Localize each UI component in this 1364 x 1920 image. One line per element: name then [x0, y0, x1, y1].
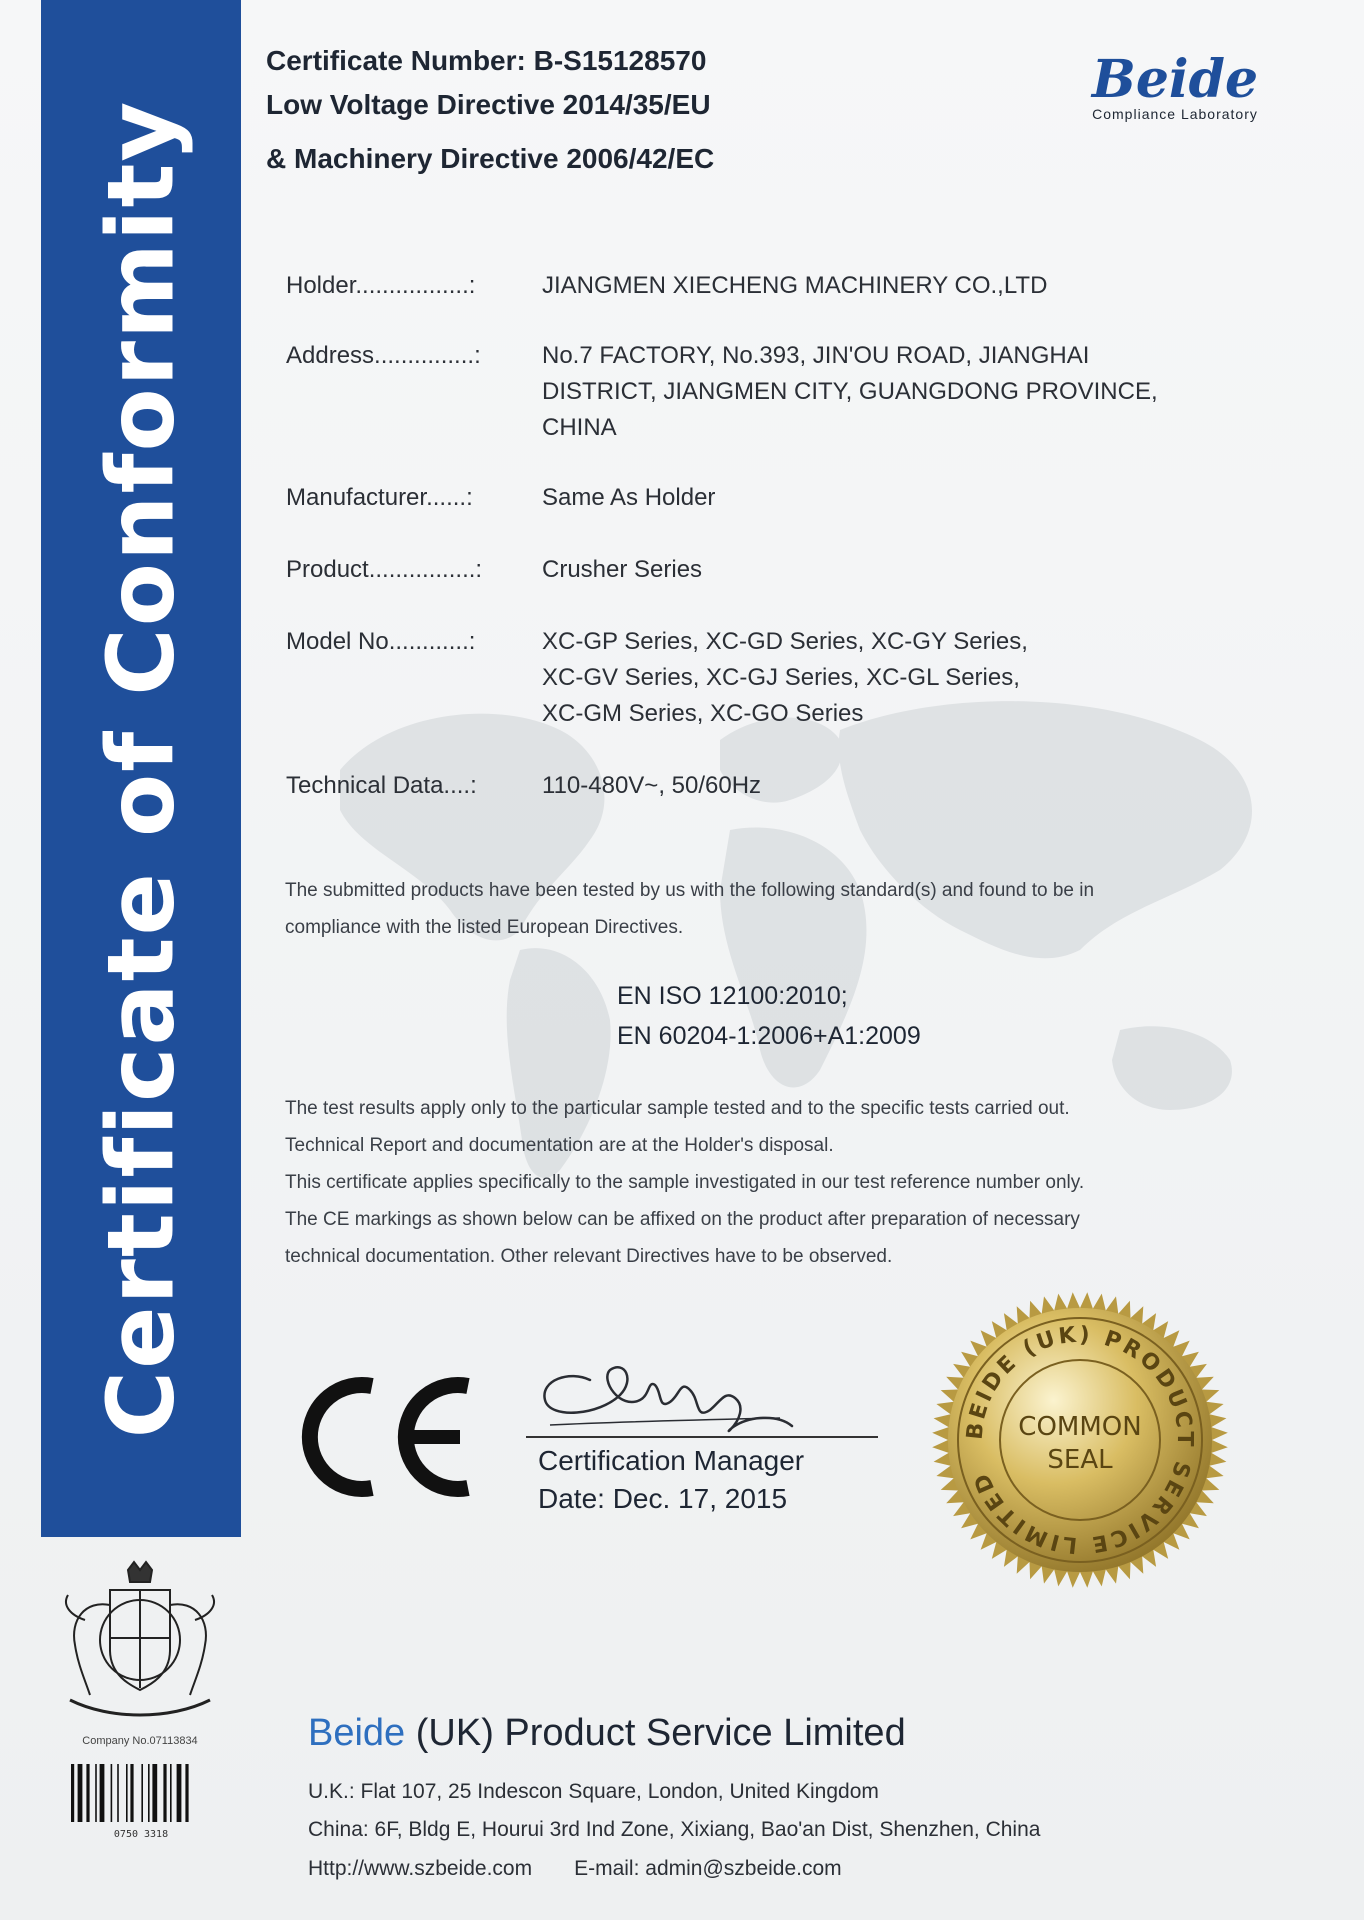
barcode-bar — [177, 1764, 182, 1822]
logo-name: Beide — [1091, 49, 1259, 110]
barcode-bar — [100, 1764, 105, 1822]
address-field — [286, 338, 1316, 446]
barcode-digits: 0750 3318 — [113, 1829, 169, 1840]
footer-uk-address: U.K.: Flat 107, 25 Indescon Square, London, United Kingdom — [308, 1780, 879, 1803]
technical-value: 110-480V~, 50/60Hz — [542, 772, 762, 799]
notes-paragraph — [285, 1090, 1303, 1275]
barcode-bar — [71, 1764, 74, 1822]
certificate-header — [266, 36, 714, 184]
barcode-bar — [185, 1764, 188, 1822]
manufacturer-value: Same As Holder — [542, 484, 716, 511]
model-line: XC-GP Series, XC-GD Series, XC-GY Series, — [542, 628, 1028, 655]
signature-block — [538, 1442, 804, 1518]
holder-value: JIANGMEN XIECHENG MACHINERY CO.,LTD — [542, 272, 1048, 299]
technical-label: Technical Data....: — [286, 772, 477, 799]
lv-directive: Low Voltage Directive 2014/35/EU — [266, 89, 711, 120]
note-line: The test results apply only to the particular sample tested and to the specific tests carried out. — [285, 1098, 1070, 1119]
barcode-bar — [78, 1764, 83, 1822]
standard-item: EN ISO 12100:2010; — [617, 982, 848, 1010]
product-label: Product................: — [286, 556, 483, 583]
intro-paragraph — [285, 872, 1303, 946]
note-line: technical documentation. Other relevant Directives have to be observed. — [285, 1246, 893, 1267]
coat-of-arms-icon — [50, 1560, 230, 1725]
certificate-number: Certificate Number: B-S15128570 — [266, 45, 707, 76]
footer-contacts — [308, 1857, 842, 1881]
barcode-bar — [95, 1764, 97, 1822]
common-seal-icon — [930, 1290, 1230, 1590]
barcode-bar — [163, 1764, 166, 1822]
signature-icon — [530, 1340, 800, 1440]
machinery-directive: & Machinery Directive 2006/42/EC — [266, 143, 715, 174]
signature-date: Date: Dec. 17, 2015 — [538, 1483, 788, 1514]
ce-mark-icon — [300, 1372, 480, 1502]
seal-ring-text: BEIDE (UK) PRODUCT SERVICE LIMITED — [962, 1322, 1198, 1558]
note-line: The CE markings as shown below can be affixed on the product after preparation of necessary — [285, 1209, 1080, 1230]
address-value — [542, 338, 1316, 446]
manufacturer-label: Manufacturer......: — [286, 484, 473, 511]
company-number: Company No.07113834 — [82, 1735, 198, 1747]
model-value — [542, 624, 1316, 732]
footer-company-rest: (UK) Product Service Limited — [405, 1712, 906, 1754]
footer-brand: Beide — [308, 1712, 406, 1754]
model-line: XC-GV Series, XC-GJ Series, XC-GL Series, — [542, 664, 1020, 691]
footer-website[interactable]: Http://www.szbeide.com — [308, 1857, 533, 1880]
seal-center-top: COMMON — [1018, 1412, 1142, 1442]
barcode-bar — [86, 1764, 89, 1822]
standards-list — [617, 976, 921, 1056]
holder-label: Holder.................: — [286, 272, 476, 299]
beide-logo — [1040, 50, 1310, 122]
technical-field — [286, 768, 1316, 804]
standard-item: EN 60204-1:2006+A1:2009 — [617, 1022, 921, 1050]
signature-line — [526, 1436, 878, 1438]
signatory-title: Certification Manager — [538, 1445, 805, 1476]
manufacturer-field — [286, 480, 1316, 516]
model-label: Model No............: — [286, 628, 476, 655]
barcode-icon — [67, 1762, 215, 1840]
footer-email[interactable]: E-mail: admin@szbeide.com — [574, 1857, 842, 1880]
model-field — [286, 624, 1316, 732]
side-banner — [41, 0, 241, 1537]
banner-title: Certificate of Conformity — [87, 99, 195, 1438]
note-line: This certificate applies specifically to the sample investigated in our test reference number only. — [285, 1172, 1085, 1193]
address-line: CHINA — [542, 414, 617, 441]
barcode-bar — [130, 1764, 133, 1822]
note-line: Technical Report and documentation are at the Holder's disposal. — [285, 1135, 834, 1156]
barcode-bar — [141, 1764, 143, 1822]
barcode-bar — [126, 1764, 128, 1822]
barcode-bar — [117, 1764, 119, 1822]
address-line: DISTRICT, JIANGMEN CITY, GUANGDONG PROVINCE, — [542, 378, 1158, 405]
footer-company-name — [308, 1712, 906, 1755]
barcode-bar — [170, 1764, 172, 1822]
barcode-bar — [148, 1764, 150, 1822]
intro-line: The submitted products have been tested by us with the following standard(s) and found to be in — [285, 880, 1095, 901]
product-field — [286, 552, 1316, 588]
footer-china-address: China: 6F, Bldg E, Hourui 3rd Ind Zone, Xixiang, Bao'an Dist, Shenzhen, China — [308, 1818, 1041, 1841]
address-line: No.7 FACTORY, No.393, JIN'OU ROAD, JIANGHAI — [542, 342, 1090, 369]
address-label: Address...............: — [286, 342, 481, 369]
product-value: Crusher Series — [542, 556, 703, 583]
barcode-bar — [111, 1764, 113, 1822]
seal-center-bottom: SEAL — [1047, 1445, 1113, 1475]
holder-field — [286, 268, 1316, 304]
logo-subtitle: Compliance Laboratory — [1092, 106, 1258, 122]
barcode-bar — [152, 1764, 157, 1822]
intro-line: compliance with the listed European Directives. — [285, 917, 684, 938]
model-line: XC-GM Series, XC-GO Series — [542, 700, 864, 727]
